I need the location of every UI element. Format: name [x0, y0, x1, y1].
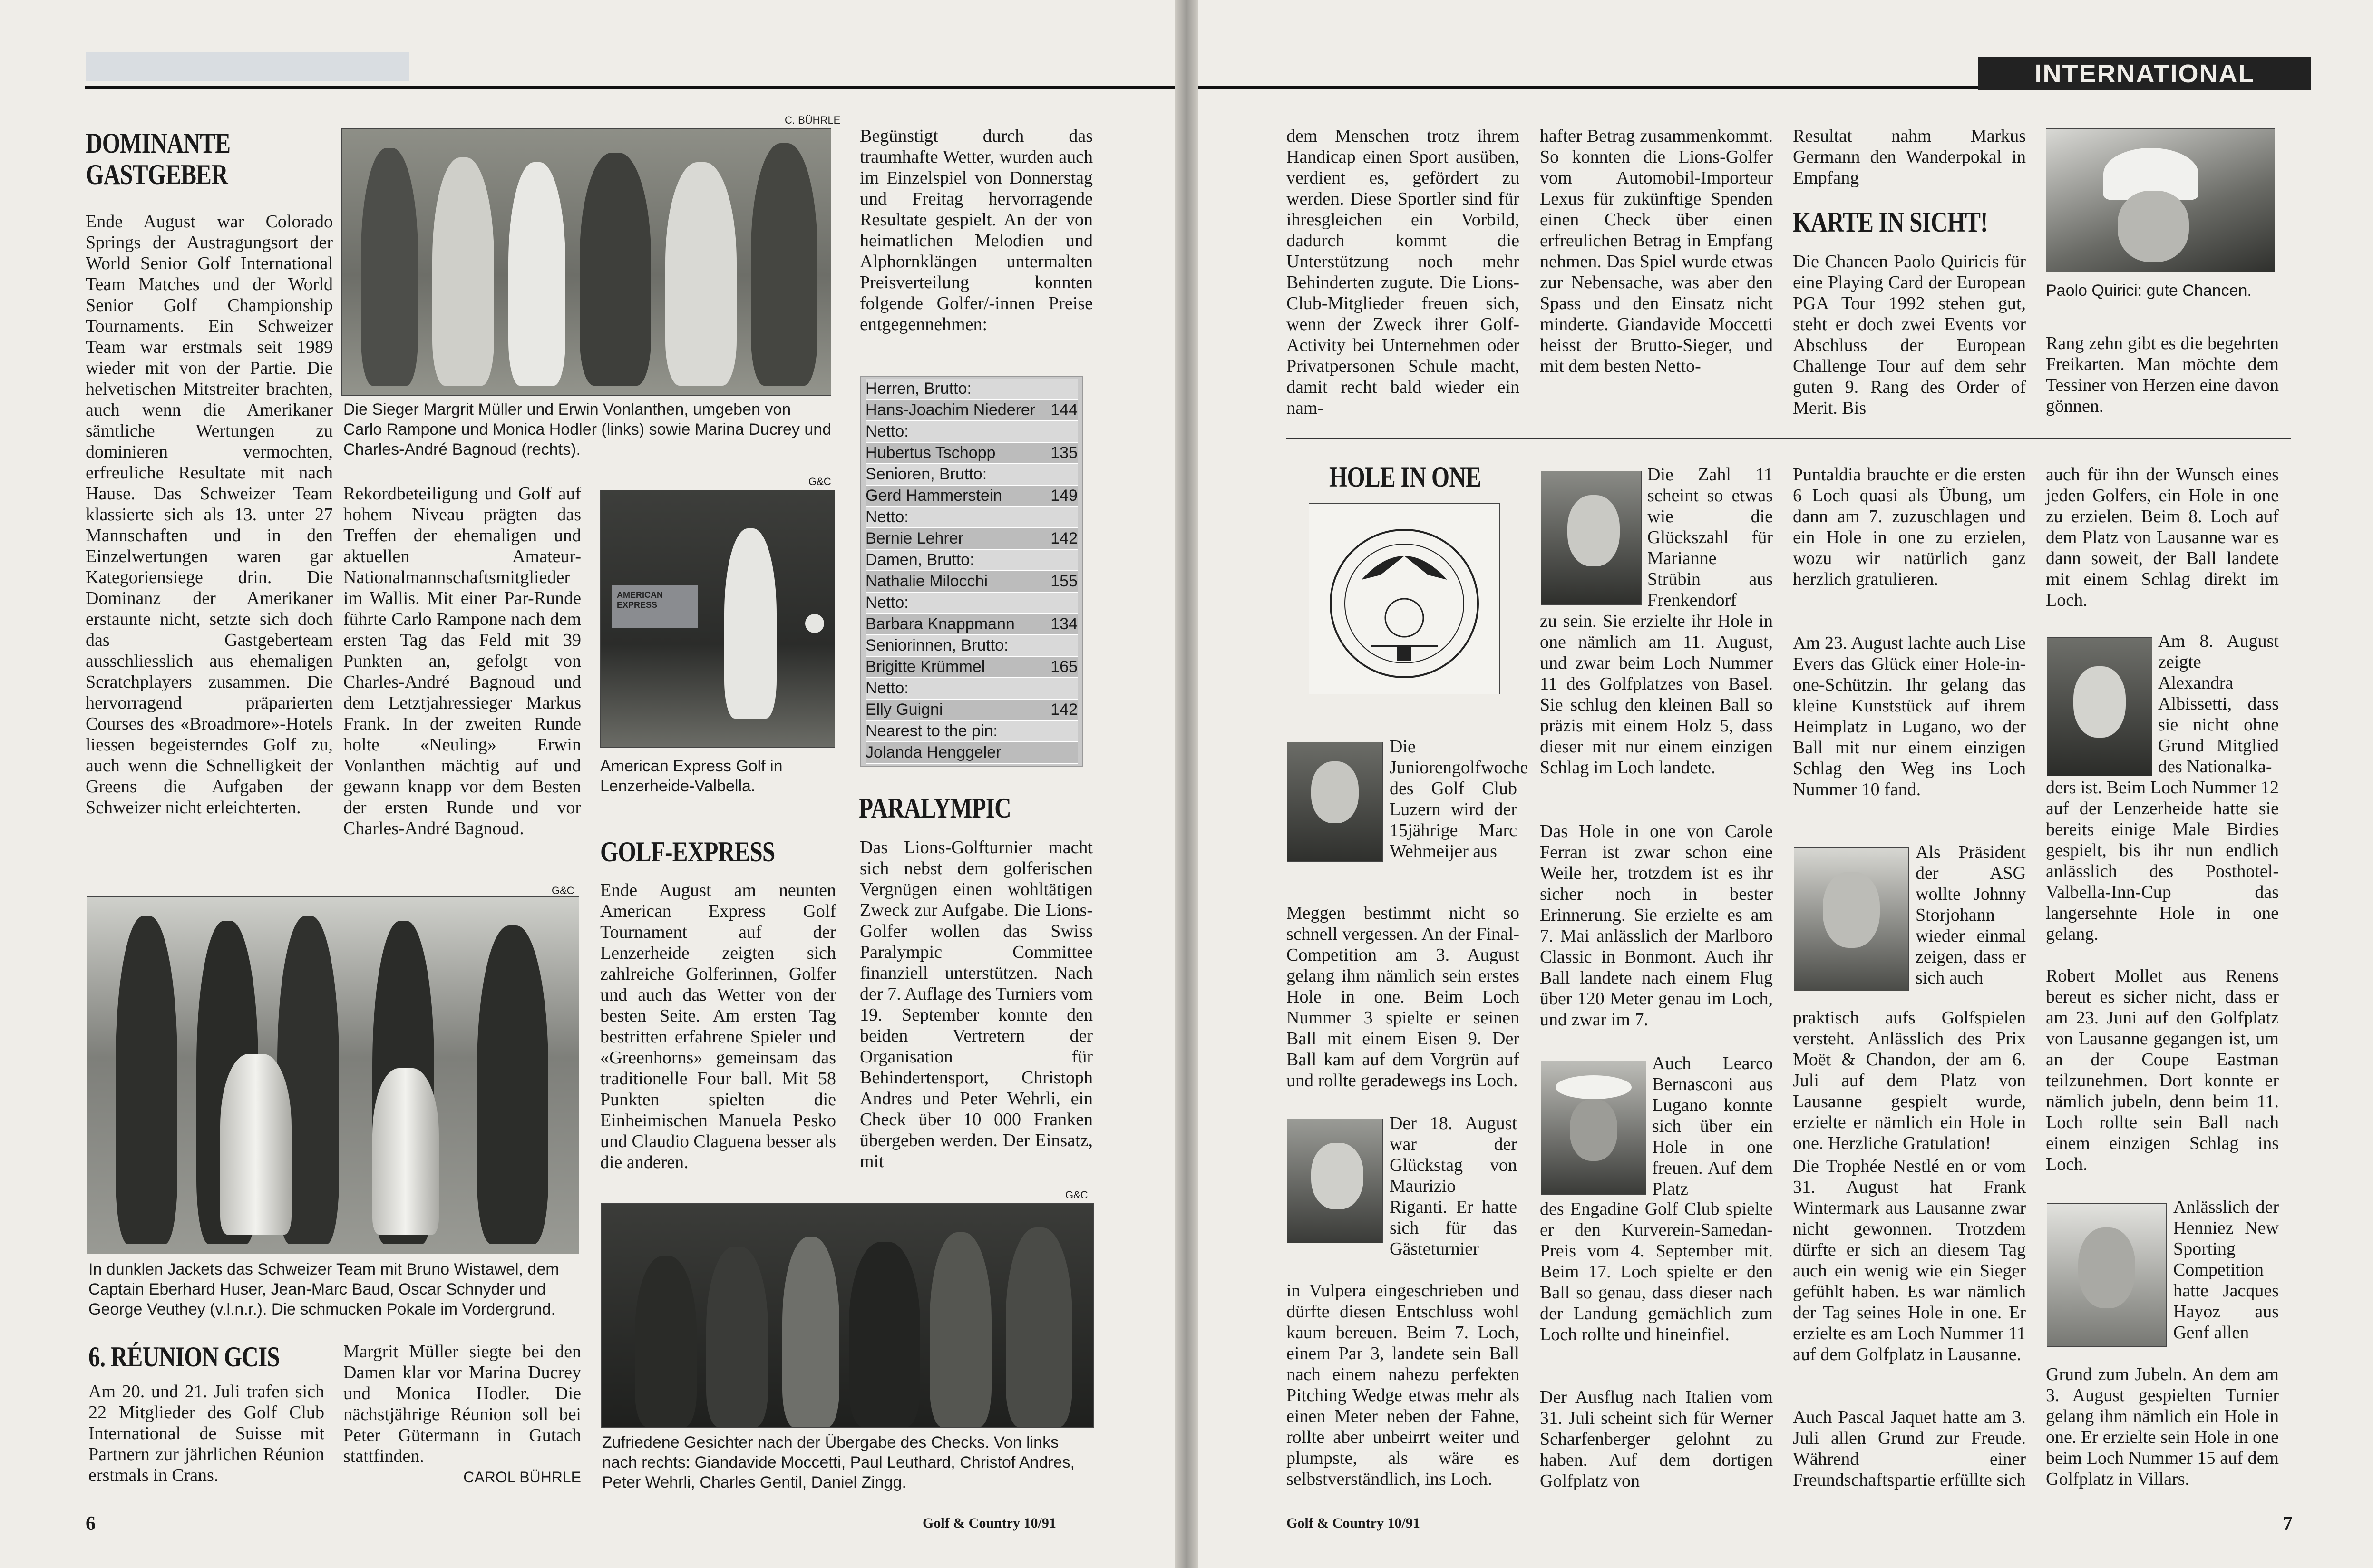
results-label: Hubertus Tschopp — [866, 444, 996, 462]
article-lions-cont2: hafter Betrag zusammenkommt. So konnten die Lions-Golfer vom Automobil-Importeur Lexus für zukünftige Spenden einen Check über einen erfreulichen Betrag in Empfang nehmen. Das Spiel wurde etwas zur Nebensache, was aber den Spass und den Einsatz nicht minderte. Giandavide Moccetti heisst der Brutto-Sieger, und mit dem besten Netto- — [1540, 126, 1773, 376]
results-score: 165 — [1050, 658, 1078, 676]
article-riganti-a: Der 18. August war der Glückstag von Maurizio Riganti. Er hatte sich für das Gästeturnier — [1390, 1113, 1517, 1259]
heading-paralympic: PARALYMPIC — [859, 792, 1011, 824]
footer-left: Golf & Country 10/91 — [923, 1515, 1056, 1531]
results-score: 155 — [1050, 572, 1078, 590]
results-label: Senioren, Brutto: — [866, 465, 987, 483]
article-paralympic: Das Lions-Golfturnier macht sich nebst dem golferischen Vergnügen einen wohltätigen Zweck zur Aufgabe. Die Lions-Golfer wollen das Swiss Paralympic Committee finanziell unterstützen. Nach der 7. Auflage des Turniers vom 19. September konnte den beiden Vertretern der Organisation für Behindertensport, Christoph Andres und Peter Wehrli, ein Check über 10 000 Franken übergeben werden. Der Einsatz, mit — [860, 838, 1093, 1171]
photo-quirici — [2046, 128, 2275, 272]
section-divider — [1286, 438, 2291, 439]
results-score: 149 — [1050, 487, 1078, 505]
results-row — [866, 421, 1078, 443]
article-reunion-part2: Margrit Müller siegte bei den Damen klar vor Marina Ducrey und Monica Hodler. Die nächstjährige Réunion soll bei Peter Gütermann in Gutach stattfinden. CAROL BÜHRLE — [343, 1341, 581, 1488]
results-row — [866, 464, 1078, 486]
article-wehmeijer-b: Meggen bestimmt nicht so schnell vergessen. An der Final-Competition am 3. August gelang ihm nämlich sein erstes Hole in one. Beim Loch Nummer 3 spielte er seinen Ball mit einem Eisen 9. Der Ball kam auf dem Vorgrün auf und rollte geradewegs ins Loch. — [1286, 903, 1519, 1091]
article-evers: Am 23. August lachte auch Lise Evers das Glück einer Hole-in-one-Schützin. Ihr gelang das kleine Kunststück auf ihrem Heimplatz in Lugano, wo der Ball mit nur einem einzigen Schlag den Weg ins Loch Nummer 10 fand. — [1793, 633, 2026, 799]
photo-riganti — [1287, 1119, 1383, 1243]
article-riganti-b: in Vulpera eingeschrieben und dürfte diesen Entschluss wohl kaum bereuen. Beim 7. Loch, einem Par 3, landete sein Ball nach einem nahezu perfekten Pitching Wedge etwas mehr als einen Meter neben der Fahne, rollte aber unbeirrt weiter und plumpste, als wäre es selbstverständlich, ins Loch. — [1286, 1281, 1519, 1489]
results-row — [866, 507, 1078, 528]
amex-sign: AMERICAN EXPRESS — [612, 585, 698, 628]
article-hayoz-b: Grund zum Jubeln. An dem am 3. August gespielten Turnier gelang ihm nämlich ein Hole in one. Er erzielte sein Hole in one beim Loch Nummer 15 auf dem Golfplatz in Villars. — [2046, 1364, 2279, 1489]
article-hayoz-a: Anlässlich der Henniez New Sporting Competition hatte Jacques Hayoz aus Genf allen — [2173, 1197, 2279, 1343]
article-lions-cont3: Resultat nahm Markus Germann den Wanderpokal in Empfang — [1793, 126, 2026, 188]
article-bernasconi-b: des Engadine Golf Club spielte er den Kurverein-Samedan-Preis vom 4. September mit. Beim 17. Loch spielte er den Ball so genau, dass dieser nach der Landung gemächlich zum Loch rollte und hineinfiel. — [1540, 1199, 1773, 1344]
photo-bernasconi — [1541, 1061, 1646, 1195]
article-ausflug: Der Ausflug nach Italien vom 31. Juli scheint sich für Werner Scharfenberger gelohnt zu haben. Auf dem dortigen Golfplatz von — [1540, 1387, 1773, 1491]
results-label: Netto: — [866, 422, 909, 440]
article-dominante: Ende August war Colorado Springs der Austragungsort der World Senior Golf International Team Matches und der World Senior Golf Championship Tournaments. Ein Schweizer Team war erstmals seit 1989 wieder mit von der Partie. Die helvetischen Mitstreiter brachten, auch wenn die Amerikaner sämtliche Wertungen zu dominieren vermochten, erfreuliche Resultate mit nach Hause. Das Schweizer Team klassierte sich als 13. unter 27 Mannschaften und in den Einzelwertungen waren gar Kategoriensiege drin. Die Dominanz der Amerikaner erstaunte nicht, setzte sich doch das Gastgeberteam ausschliesslich aus ehemaligen Scratchplayers zusammen. Die hervorragend präparierten Courses des «Broadmore»-Hotels liessen begeisterndes Golf zu, auch wenn die Schnelligkeit der Greens die Aufgaben der Schweizer nicht erleichterten. — [86, 212, 333, 818]
photo-check-handover — [601, 1203, 1094, 1428]
results-row — [866, 657, 1078, 678]
results-label: Nearest to the pin: — [866, 722, 998, 740]
photo-wehmeijer — [1287, 742, 1383, 862]
results-label: Nathalie Milocchi — [866, 572, 988, 590]
results-score: 142 — [1050, 701, 1078, 719]
results-label: Brigitte Krümmel — [866, 658, 985, 676]
results-table — [860, 376, 1083, 767]
results-score: 142 — [1050, 529, 1078, 547]
photo-amex-golfer — [600, 490, 835, 748]
article-begunstigt: Begünstigt durch das traumhafte Wetter, wurden auch im Einzelspiel von Donnerstag und Freitag hervorragende Resultate gespielt. An der von heimatlichen Melodien und Alphornklängen untermalten Preisverteilung konnten folgende Golfer/-innen Preise entgegennehmen: — [860, 126, 1093, 334]
gutter — [1175, 0, 1198, 1568]
results-label: Netto: — [866, 508, 909, 526]
article-albissetti-b: ders ist. Beim Loch Nummer 12 auf der Lenzerheide hatte sie bereits einige Male Birdies gespielt, bis ihr nun endlich anlässlich des Posthotel-Valbella-Inn-Cup das langersehnte Hole in one gelang. — [2046, 778, 2279, 944]
heading-hole-in-one: HOLE IN ONE — [1329, 461, 1481, 493]
photo2-caption: American Express Golf in Lenzerheide-Valbella. — [600, 757, 783, 795]
results-label: Bernie Lehrer — [866, 529, 964, 547]
article-wehmeijer-a: Die Juniorengolfwoche des Golf Club Luzern wird der 15jährige Marc Wehmeijer aus — [1390, 737, 1528, 861]
photo-swiss-team — [87, 896, 579, 1254]
results-label: Elly Guigni — [866, 701, 943, 719]
results-row — [866, 400, 1078, 421]
article-karte: Die Chancen Paolo Quiricis für eine Playing Card der European PGA Tour 1992 stehen gut, steht er doch zwei Events vor Abschluss der European Challenge Tour auf dem sehr guten 9. Rang des Order of Merit. Bis — [1793, 252, 2026, 418]
article-jaquet-cont: auch für ihn der Wunsch eines jeden Golfers, ein Hole in one zu erzielen. Beim 8. Loch auf dem Platz von Lausanne war es dann soweit, der Ball landete mit einem Schlag direkt im Loch. — [2046, 465, 2279, 610]
article-lions-cont1: dem Menschen trotz ihrem Handicap einen Sport ausüben, verdient es, gefördert zu werden. Diese Sportler sind für ihresgleichen ein Vorbild, dadurch kommt die Unterstützung noch mehr Behinderten zugute. Die Lions-Club-Mitglieder freuen sich, wenn der Zweck ihrer Golf-Activity bei Unternehmen oder Privatpersonen Schule macht, damit recht bald wieder ein nam- — [1286, 126, 1519, 418]
left-page — [0, 0, 1175, 1568]
photo1-caption: Die Sieger Margrit Müller und Erwin Vonlanthen, umgeben von Carlo Rampone und Monica Hodler (links) sowie Marina Ducrey und Charles-André Bagnoud (rechts). — [343, 400, 832, 458]
article-strubin-a: Die Zahl 11 scheint so etwas wie die Glückszahl für Marianne Strübin aus Frenkendorf — [1647, 465, 1773, 610]
results-score: 135 — [1050, 444, 1078, 462]
results-row — [866, 571, 1078, 593]
article-storjohann-a: Als Präsident der ASG wollte Johnny Storjohann wieder einmal zeigen, dass er sich auch — [1916, 842, 2026, 988]
results-row — [866, 379, 1078, 400]
results-row — [866, 443, 1078, 464]
article-golf-express: Ende August am neunten American Express Golf Tournament auf der Lenzerheide zeigten sich zahlreiche Golferinnen, Golfer und auch das Wetter von der besten Seite. Am ersten Tag bestritten erfahrene Spieler und «Greenhorns» gemeinsam das traditionelle Four ball. Mit 58 Punkten spielten die Einheimischen Manuela Pesko und Claudio Claguena besser als die anderen. — [600, 880, 836, 1172]
hole-in-one-emblem — [1309, 503, 1500, 694]
page-number-right: 7 — [2283, 1513, 2293, 1535]
results-label: Jolanda Henggeler — [866, 743, 1002, 761]
results-label: Barbara Knappmann — [866, 615, 1015, 633]
heading-reunion: 6. RÉUNION GCIS — [88, 1341, 280, 1373]
results-label: Herren, Brutto: — [866, 380, 972, 398]
photo3-caption: In dunklen Jackets das Schweizer Team mit Bruno Wistawel, dem Captain Eberhard Huser, Jean-Marc Baud, Oscar Schnyder und George Veuthey (v.l.n.r.). Die schmucken Pokale im Vordergrund. — [88, 1260, 559, 1318]
photo-albissetti — [2047, 637, 2152, 776]
photo-storjohann — [1794, 847, 1909, 991]
trophy-right — [372, 1068, 439, 1235]
results-row — [866, 550, 1078, 571]
photo4-credit: G&C — [1065, 1189, 1088, 1201]
results-label: Netto: — [866, 594, 909, 612]
photo-strubin — [1541, 471, 1642, 605]
right-page — [1198, 0, 2373, 1568]
article-nestle: Die Trophée Nestlé en or vom 31. August hat Frank Wintermark aus Lausanne zwar nicht gewonnen. Trotzdem dürfte er sich an diesem Tag auch ein wenig wie ein Sieger gefühlt haben. Es war nämlich der Tag seines Hole in one. Er erzielte es am Loch Nummer 11 auf dem Golfplatz in Lausanne. — [1793, 1156, 2026, 1364]
article-rekord: Rekordbeteiligung und Golf auf hohem Niveau prägten das Treffen der ehemaligen und aktuellen Amateur-Nationalmannschaftsmitglieder im Wallis. Mit einer Par-Runde führte Carlo Rampone nach dem ersten Tag das Feld mit 39 Punkten an, gefolgt von Charles-André Bagnoud und dem Letztjahressieger Markus Frank. In der zweiten Runde holte «Neuling» Erwin Vonlanthen mächtig auf und gewann knapp vor dem Besten der ersten Runde und vor Charles-André Bagnoud. — [343, 484, 581, 838]
article-puntaldia: Puntaldia brauchte er die ersten 6 Loch quasi als Übung, um dann am 7. zuzuschlagen und ein Hole in one zu erzielen, wozu wir natürlich ganz herzlich gratulieren. — [1793, 465, 2026, 589]
article-quirici-cont: Rang zehn gibt es die begehrten Freikarten. Man möchte dem Tessiner von Herzen eine davon gönnen. — [2046, 333, 2279, 416]
results-label: Damen, Brutto: — [866, 551, 974, 569]
article-mollet: Robert Mollet aus Renens bereut es sicher nicht, dass er am 23. Juni auf den Golfplatz von Lausanne gegangen ist, um an der Coupe Eastman teilzunehmen. Dort konnte er nämlich jubeln, denn beim 11. Loch rollte sein Ball nach einem einzigen Schlag ins Loch. — [2046, 966, 2279, 1174]
results-row — [866, 700, 1078, 721]
results-row — [866, 635, 1078, 657]
trophy-left — [220, 1054, 292, 1235]
article-bernasconi-a: Auch Learco Bernasconi aus Lugano konnte sich über ein Hole in one freuen. Auf dem Platz — [1652, 1053, 1773, 1199]
bleed-through-inhalt-tab — [86, 52, 409, 81]
article-storjohann-b: praktisch aufs Golfspielen versteht. Anlässlich des Prix Moët & Chandon, der am 6. Juli auf dem Platz von Lausanne gespielt wurde, erzielte er nämlich ein Hole in one. Herzliche Gratulation! — [1793, 1008, 2026, 1153]
photo4-caption: Zufriedene Gesichter nach der Übergabe des Checks. Von links nach rechts: Giandavide Moccetti, Paul Leuthard, Christof Andres, Peter Wehrli, Charles Gentil, Daniel Zingg. — [602, 1433, 1075, 1491]
results-label: Netto: — [866, 679, 909, 697]
results-row — [866, 678, 1078, 700]
section-label: INTERNATIONAL — [1978, 57, 2311, 90]
results-row — [866, 486, 1078, 507]
results-label: Seniorinnen, Brutto: — [866, 636, 1009, 654]
top-rule — [85, 86, 1175, 89]
footer-right: Golf & Country 10/91 — [1286, 1515, 1420, 1531]
heading-dominante: DOMINANTE GASTGEBER — [86, 127, 231, 190]
results-label: Hans-Joachim Niederer — [866, 401, 1036, 419]
results-score: 134 — [1050, 615, 1078, 633]
results-score: 144 — [1050, 401, 1078, 419]
article-strubin-b: zu sein. Sie erzielte ihr Hole in one nämlich am 11. August, und zwar beim Loch Nummer 11 des Golfplatzes von Basel. Sie schlug den kleinen Ball so präzis mit einem Holz 5, dass dieser mit nur einem einzigen Schlag im Loch landete. — [1540, 611, 1773, 778]
photo1-credit: C. BÜHRLE — [785, 114, 841, 126]
heading-karte: KARTE IN SICHT! — [1793, 206, 1988, 238]
results-row — [866, 528, 1078, 550]
photo2-credit: G&C — [808, 476, 831, 487]
page-number-left: 6 — [86, 1513, 96, 1535]
results-row — [866, 614, 1078, 635]
results-row — [866, 593, 1078, 614]
article-jaquet: Auch Pascal Jaquet hatte am 3. Juli allen Grund zur Freude. Während einer Freundschaftspartie erfüllte sich — [1793, 1407, 2026, 1490]
article-ferran: Das Hole in one von Carole Ferran ist zwar schon eine Weile her, trotzdem ist es ihr sicher noch in bester Erinnerung. Sie erzielte es am 7. Mai anlässlich der Marlboro Classic in Bonmont. Auch ihr Ball landete nach einem Flug über 120 Meter genau im Loch, und zwar im 7. — [1540, 821, 1773, 1030]
photo3-credit: G&C — [552, 885, 574, 896]
reunion-author: CAROL BÜHRLE — [463, 1469, 581, 1486]
heading-golf-express: GOLF-EXPRESS — [600, 836, 775, 867]
photo-hayoz — [2047, 1203, 2167, 1347]
results-row — [866, 721, 1078, 742]
results-label: Gerd Hammerstein — [866, 487, 1002, 505]
article-albissetti-a: Am 8. August zeigte Alexandra Albissetti, dass sie nicht ohne Grund Mitglied des Nationalka- — [2158, 631, 2279, 777]
results-row — [866, 742, 1078, 764]
article-reunion-part1: Am 20. und 21. Juli trafen sich 22 Mitglieder des Golf Club International de Suisse mit Partnern zur jährlichen Réunion erstmals in Crans. — [88, 1382, 324, 1485]
photo-winners — [341, 128, 831, 396]
quirici-caption: Paolo Quirici: gute Chancen. — [2046, 282, 2252, 300]
